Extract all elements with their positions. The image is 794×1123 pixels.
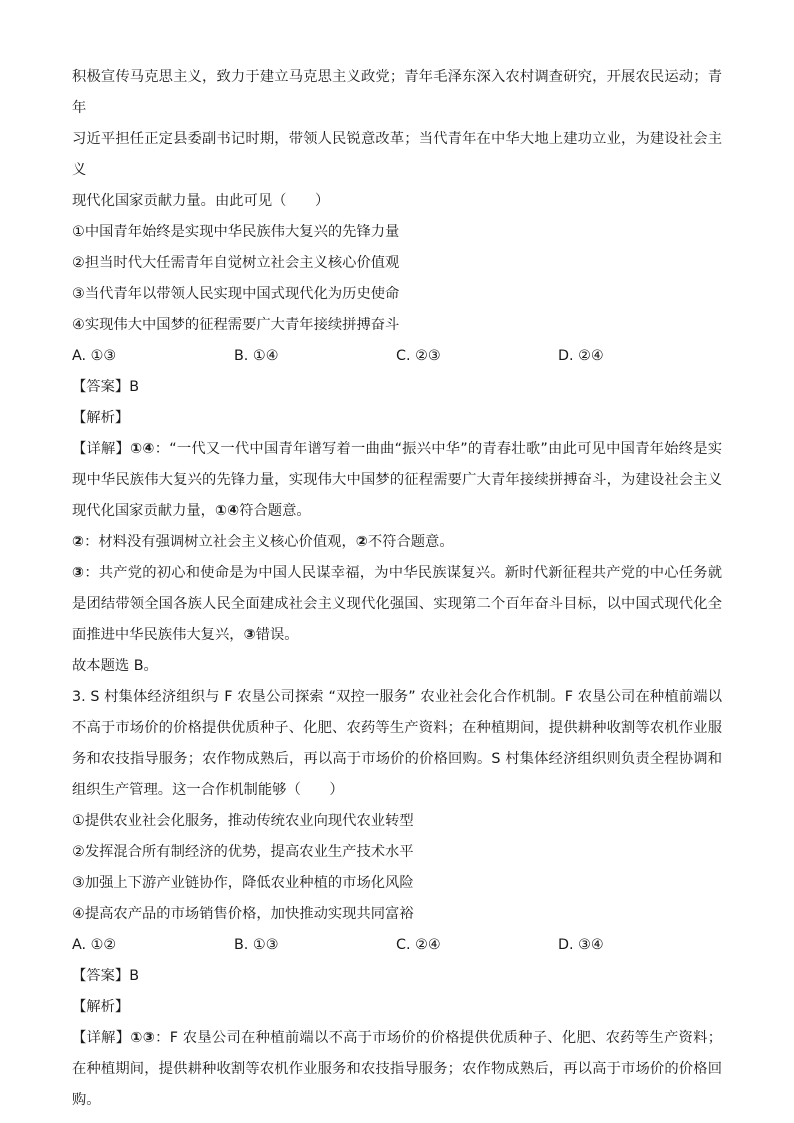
q2-stem-line-2: 习近平担任正定县委副书记时期，带领人民锐意改革；当代青年在中华大地上建功立业，为建设社会主义 xyxy=(72,131,722,178)
q2-detail-2-label: ② xyxy=(72,534,85,550)
q2-detail-3-text: ：共产党的初心和使命是为中国人民谋幸福，为中华民族谋复兴。新时代新征程共产党的中心任务就是团结带领全国各族人民全面建成社会主义现代化强国、实现第二个百年奋斗目标，以中国式现代化全面推进中华民族伟大复兴， xyxy=(72,565,722,643)
q3-detail-1 xyxy=(72,1023,722,1116)
q2-statement-3: ③当代青年以带领人民实现中国式现代化为历史使命 xyxy=(72,286,400,302)
q2-option-d: D. ②④ xyxy=(558,348,604,364)
q3-option-a: A. ①② xyxy=(72,937,117,953)
q3-statement-4: ④提高农产品的市场销售价格，加快推动实现共同富裕 xyxy=(72,906,414,922)
q2-options xyxy=(72,341,722,372)
q2-answer-value: B xyxy=(129,379,139,395)
q2-answer-tag: 【答案】 xyxy=(72,379,130,395)
q2-statement-2: ②担当时代大任需青年自觉树立社会主义核心价值观 xyxy=(72,255,400,271)
q2-detail-3-ref: ③ xyxy=(243,627,256,643)
q2-detail-1-ref: ①④ xyxy=(214,503,240,519)
q3-answer-tag: 【答案】 xyxy=(72,968,130,984)
q2-conclusion: 故本题选 B。 xyxy=(72,658,158,674)
q3-detail-1-label: ①③ xyxy=(130,1030,156,1046)
q3-statement-3: ③加强上下游产业链协作，降低农业种植的市场化风险 xyxy=(72,875,414,891)
q2-stem-line-3: 现代化国家贡献力量。由此可见（ ） xyxy=(72,193,330,209)
q2-statement-1: ①中国青年始终是实现中华民族伟大复兴的先锋力量 xyxy=(72,224,400,240)
q2-detail-3-label: ③ xyxy=(72,565,85,581)
q3-analysis-tag: 【解析】 xyxy=(72,999,130,1015)
q2-detail-1 xyxy=(72,434,722,527)
q3-stem: 3. S 村集体经济组织与 F 农垦公司探索 “双控一服务” 农业社会化合作机制。F 农垦公司在种植前端以不高于市场价的价格提供优质种子、化肥、农药等生产资料；在种植期间，提供耕种收割等农机作业服务和农技指导服务；农作物成熟后，再以高于市场价的价格回购。S 村集体经济组织则负责全程协调和组织生产管理。这一合作机制能够（ ） xyxy=(72,689,722,798)
q3-options xyxy=(72,930,722,961)
q3-detail-tag: 【详解】 xyxy=(72,1030,131,1046)
q3-answer-value: B xyxy=(129,968,139,984)
q2-answer xyxy=(72,372,722,403)
q2-option-a: A. ①③ xyxy=(72,348,117,364)
q3-statement-1: ①提供农业社会化服务，推动传统农业向现代农业转型 xyxy=(72,813,414,829)
q2-detail-3-end: 错误。 xyxy=(255,627,299,643)
q3-statement-2: ②发挥混合所有制经济的优势，提高农业生产技术水平 xyxy=(72,844,414,860)
q3-detail-1-text: ：F 农垦公司在种植前端以不高于市场价的价格提供优质种子、化肥、农药等生产资料；在种植期间，提供耕种收割等农机作业服务和农技指导服务；农作物成熟后，再以高于市场价的价格回购。 xyxy=(72,1030,722,1108)
q2-stem-line-1: 积极宣传马克思主义，致力于建立马克思主义政党；青年毛泽东深入农村调查研究，开展农民运动；青年 xyxy=(72,69,722,116)
q2-detail-1-text: ：“一代又一代中国青年谱写着一曲曲“振兴中华”的青春壮歌”由此可见中国青年始终是实现中华民族伟大复兴的先锋力量，实现伟大中国梦的征程需要广大青年接续拼搏奋斗，为建设社会主义现代化国家贡献力量， xyxy=(72,441,723,519)
q2-statement-4: ④实现伟大中国梦的征程需要广大青年接续拼搏奋斗 xyxy=(72,317,400,333)
q2-analysis-tag: 【解析】 xyxy=(72,410,130,426)
q2-detail-1-end: 符合题意。 xyxy=(239,503,311,519)
q2-detail-1-label: ①④ xyxy=(130,441,155,457)
q3-answer xyxy=(72,961,722,992)
q3-option-c: C. ②④ xyxy=(396,937,441,953)
q3-option-d: D. ③④ xyxy=(558,937,604,953)
q2-option-c: C. ②③ xyxy=(396,348,441,364)
q2-detail-tag: 【详解】 xyxy=(72,441,131,457)
q2-option-b: B. ①④ xyxy=(234,348,279,364)
q2-detail-3 xyxy=(72,558,722,651)
q2-detail-2-text: ：材料没有强调树立社会主义核心价值观， xyxy=(84,534,356,550)
document-page xyxy=(72,62,722,1116)
q3-option-b: B. ①③ xyxy=(234,937,279,953)
q2-detail-2-end: 不符合题意。 xyxy=(367,534,454,550)
q2-detail-2 xyxy=(72,527,722,558)
q2-detail-2-ref: ② xyxy=(355,534,368,550)
